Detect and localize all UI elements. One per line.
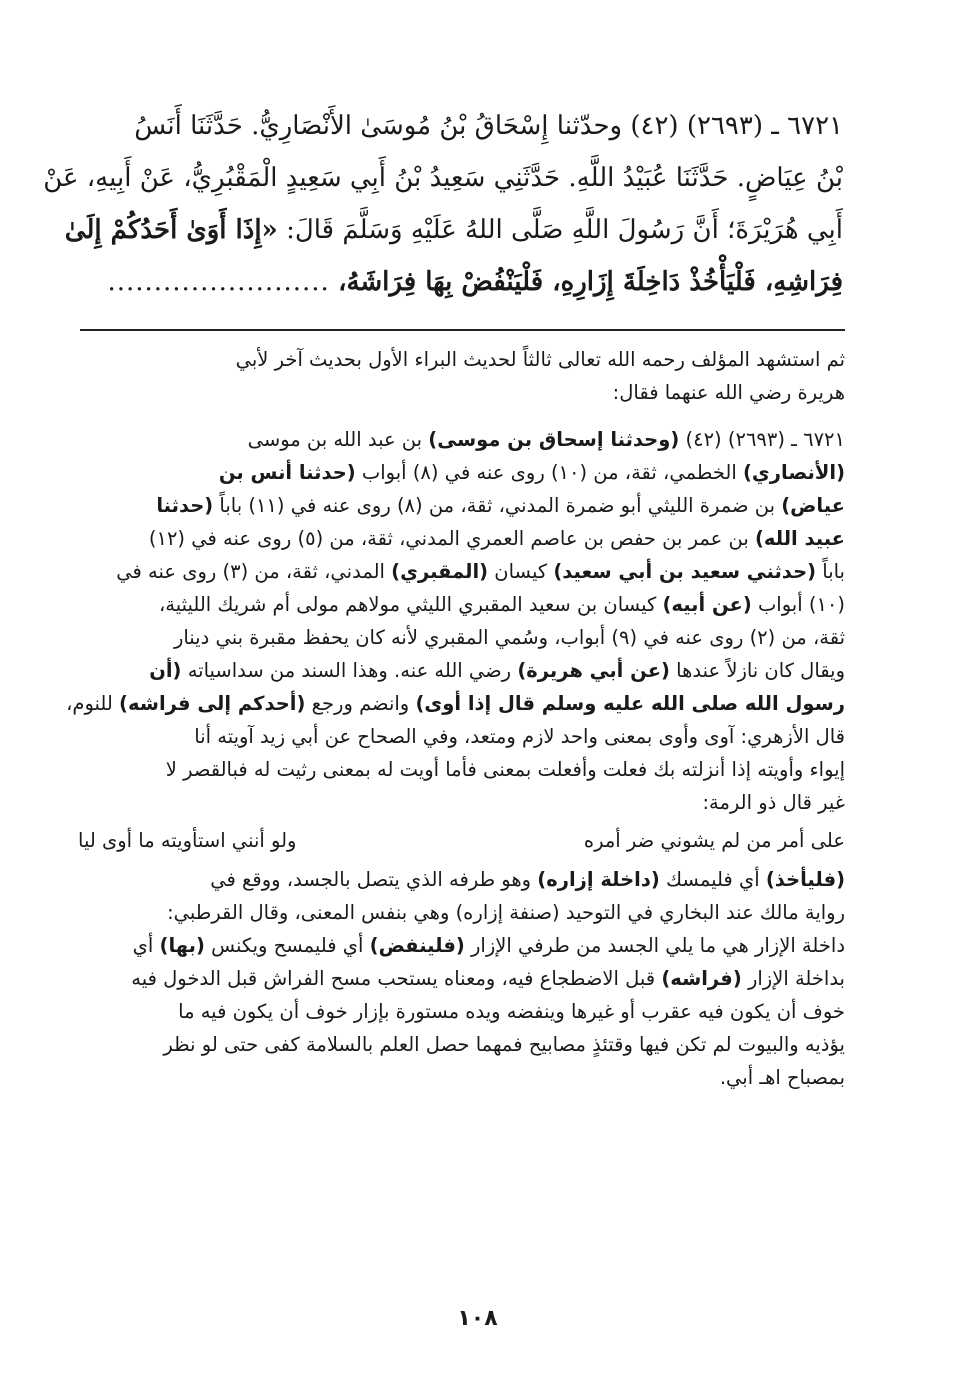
commentary-span: باباً	[822, 560, 845, 583]
page-number: ١٠٨	[457, 1306, 498, 1331]
verse-second-hemistich: ولو أنني استأويته ما أوى ليا	[78, 829, 297, 852]
quote-bold: (فلينفض)	[369, 934, 465, 957]
separator-line	[80, 329, 845, 331]
narrator-bold: (حدثنا	[156, 494, 214, 517]
commentary-line-12: غير قال ذو الرمة:	[702, 791, 845, 814]
commentary-span: ويقال كان نازلاً عندها	[676, 659, 845, 682]
hadith-number: ٦٧٢١ ـ (٢٦٩٣) (٤٢)	[685, 428, 845, 451]
commentary-line-10: قال الأزهري: آوى وأوى بمعنى واحد لازم ومتعد، وفي الصحاح عن أبي زيد آويته أنا	[194, 725, 845, 748]
quote-bold: (داخلة إزاره)	[537, 868, 660, 891]
commentary-intro-line-2: هريرة رضي الله عنهما فقال:	[612, 381, 845, 404]
narrator-bold: (حدثني سعيد بن أبي سعيد)	[553, 560, 817, 583]
commentary-line-7: ثقة، من (٢) روى عنه في (٩) أبواب، وسُمي المقبري لأنه كان يحفظ مقبرة بني دينار	[173, 626, 845, 649]
quote-bold: (فراشه)	[661, 967, 742, 990]
narrator-bold: (حدثنا أنس بن	[218, 461, 356, 484]
commentary-line-15	[78, 929, 845, 962]
commentary-intro-line-1: ثم استشهد المؤلف رحمه الله تعالى ثالثاً لحديث البراء الأول بحديث آخر لأبي	[235, 348, 845, 371]
quote-bold: (أحدكم إلى فراشه)	[119, 692, 306, 715]
hadith-line-3	[64, 204, 843, 256]
commentary-line-4	[78, 522, 845, 555]
commentary-span: وهو طرفه الذي يتصل بالجسد، ووقع في	[210, 868, 532, 891]
narrator-bold: (عن أبيه)	[662, 593, 752, 616]
narrator-bold: (وحدثنا إسحاق بن موسى)	[428, 428, 680, 451]
commentary-line-17: خوف أن يكون فيه عقرب أو غيرها وينفضه ويده مستورة بإزار خوف أن يكون فيه ما	[178, 1000, 845, 1023]
prophet-quote-end: فِرَاشِهِ، فَلْيَأْخُذْ دَاخِلَةَ إِزَارِهِ، فَلْيَنْفُضْ بِهَا فِرَاشَهُ،	[338, 267, 843, 297]
commentary-line-18: يؤذيه والبيوت لم تكن فيها وقتئذٍ مصابيح فمهما حصل العلم بالسلامة كفى حتى لو نظر	[163, 1033, 845, 1056]
commentary-line-8	[78, 654, 845, 687]
commentary-line-3	[78, 489, 845, 522]
narrator-bold: عبيد الله)	[755, 527, 845, 550]
commentary-span: المدني، ثقة، من (٣) روى عنه في	[116, 560, 385, 583]
commentary-span: (١٠) أبواب	[757, 593, 845, 616]
commentary-span: للنوم،	[66, 692, 113, 715]
commentary-span: بن عمر بن حفص بن عاصم العمري المدني، ثقة، من (٥) روى عنه في (١٢)	[148, 527, 749, 550]
hadith-line-3-text: أَبِي هُرَيْرَةَ؛ أَنَّ رَسُولَ اللَّهِ صَلَّى اللهُ عَلَيْهِ وَسَلَّمَ قَالَ:	[286, 215, 843, 245]
commentary-span: كيسان بن سعيد المقبري الليثي مولاهم مولى أم شريك الليثية،	[158, 593, 657, 616]
narrator-bold: (الأنصاري)	[743, 461, 845, 484]
commentary-line-14: رواية مالك عند البخاري في التوحيد (صنفة إزاره) وهي بنفس المعنى، وقال القرطبي:	[167, 901, 845, 924]
commentary-text	[66, 343, 845, 1094]
ellipsis-dots: ........................	[107, 267, 330, 297]
commentary-line-16	[78, 962, 845, 995]
quote-bold: (فليأخذ)	[765, 868, 845, 891]
hadith-line-2: بْنُ عِيَاضٍ. حَدَّثَنَا عُبَيْدُ اللَّهِ. حَدَّثَنِي سَعِيدُ بْنُ أَبِي سَعِيدٍ الْمَقْبُرِيُّ، عَنْ أَبِيهِ، عَنْ	[43, 163, 843, 193]
commentary-span: أي فليمسك	[665, 868, 760, 891]
commentary-line-19: بمصباح اهـ أبي.	[719, 1066, 845, 1089]
paragraph-gap	[78, 409, 845, 423]
commentary-line-13	[78, 863, 845, 896]
commentary-span: داخلة الإزار هي ما يلي الجسد من طرفي الإزار	[470, 934, 845, 957]
commentary-line-6	[78, 588, 845, 621]
commentary-span: كيسان	[494, 560, 548, 583]
commentary-span: قبل الاضطجاع فيه، ومعناه يستحب مسح الفراش قبل الدخول فيه	[131, 967, 656, 990]
commentary-span: أي فليمسح ويكنس	[211, 934, 364, 957]
prophet-quote-start: «إِذَا أَوَىٰ أَحَدُكُمْ إِلَىٰ	[64, 215, 278, 245]
commentary-line-5	[78, 555, 845, 588]
commentary-line-1	[78, 423, 845, 456]
hadith-text	[43, 100, 843, 308]
quote-bold: (بها)	[159, 934, 205, 957]
verse-first-hemistich: على أمر من لم يشوني ضر أمره	[583, 829, 845, 852]
quote-bold: رسول الله صلى الله عليه وسلم قال إذا أوى)	[415, 692, 845, 715]
narrator-bold: (المقبري)	[391, 560, 489, 583]
commentary-span: رضي الله عنه. وهذا السند من سداسياته	[187, 659, 512, 682]
commentary-line-9	[66, 687, 845, 720]
quote-bold: (أن	[149, 659, 182, 682]
commentary-line-11: إيواء وأويته إذا أنزلته بك فعلت وأفعلت بمعنى فأما أويت له بمعنى رثيت له فبالقصر لا	[165, 758, 845, 781]
commentary-span: وانضم ورجع	[311, 692, 410, 715]
narrator-bold: عياض)	[781, 494, 845, 517]
commentary-span: بن عبد الله بن موسى	[247, 428, 423, 451]
commentary-line-2	[78, 456, 845, 489]
commentary-span: بن ضمرة الليثي أبو ضمرة المدني، ثقة، من (٨) روى عنه في (١١) باباً	[219, 494, 776, 517]
commentary-span: الخطمي، ثقة، من (١٠) روى عنه في (٨) أبواب	[361, 461, 737, 484]
commentary-span: بداخلة الإزار	[747, 967, 845, 990]
hadith-line-4	[78, 256, 843, 308]
commentary-span: أي	[132, 934, 154, 957]
narrator-bold: (عن أبي هريرة)	[517, 659, 670, 682]
poetry-verse	[78, 819, 845, 863]
hadith-line-1: ٦٧٢١ ـ (٢٦٩٣) (٤٢) وحدّثنا إِسْحَاقُ بْنُ مُوسَىٰ الأَنْصَارِيُّ. حَدَّثَنَا أَنَسُ	[134, 111, 843, 141]
